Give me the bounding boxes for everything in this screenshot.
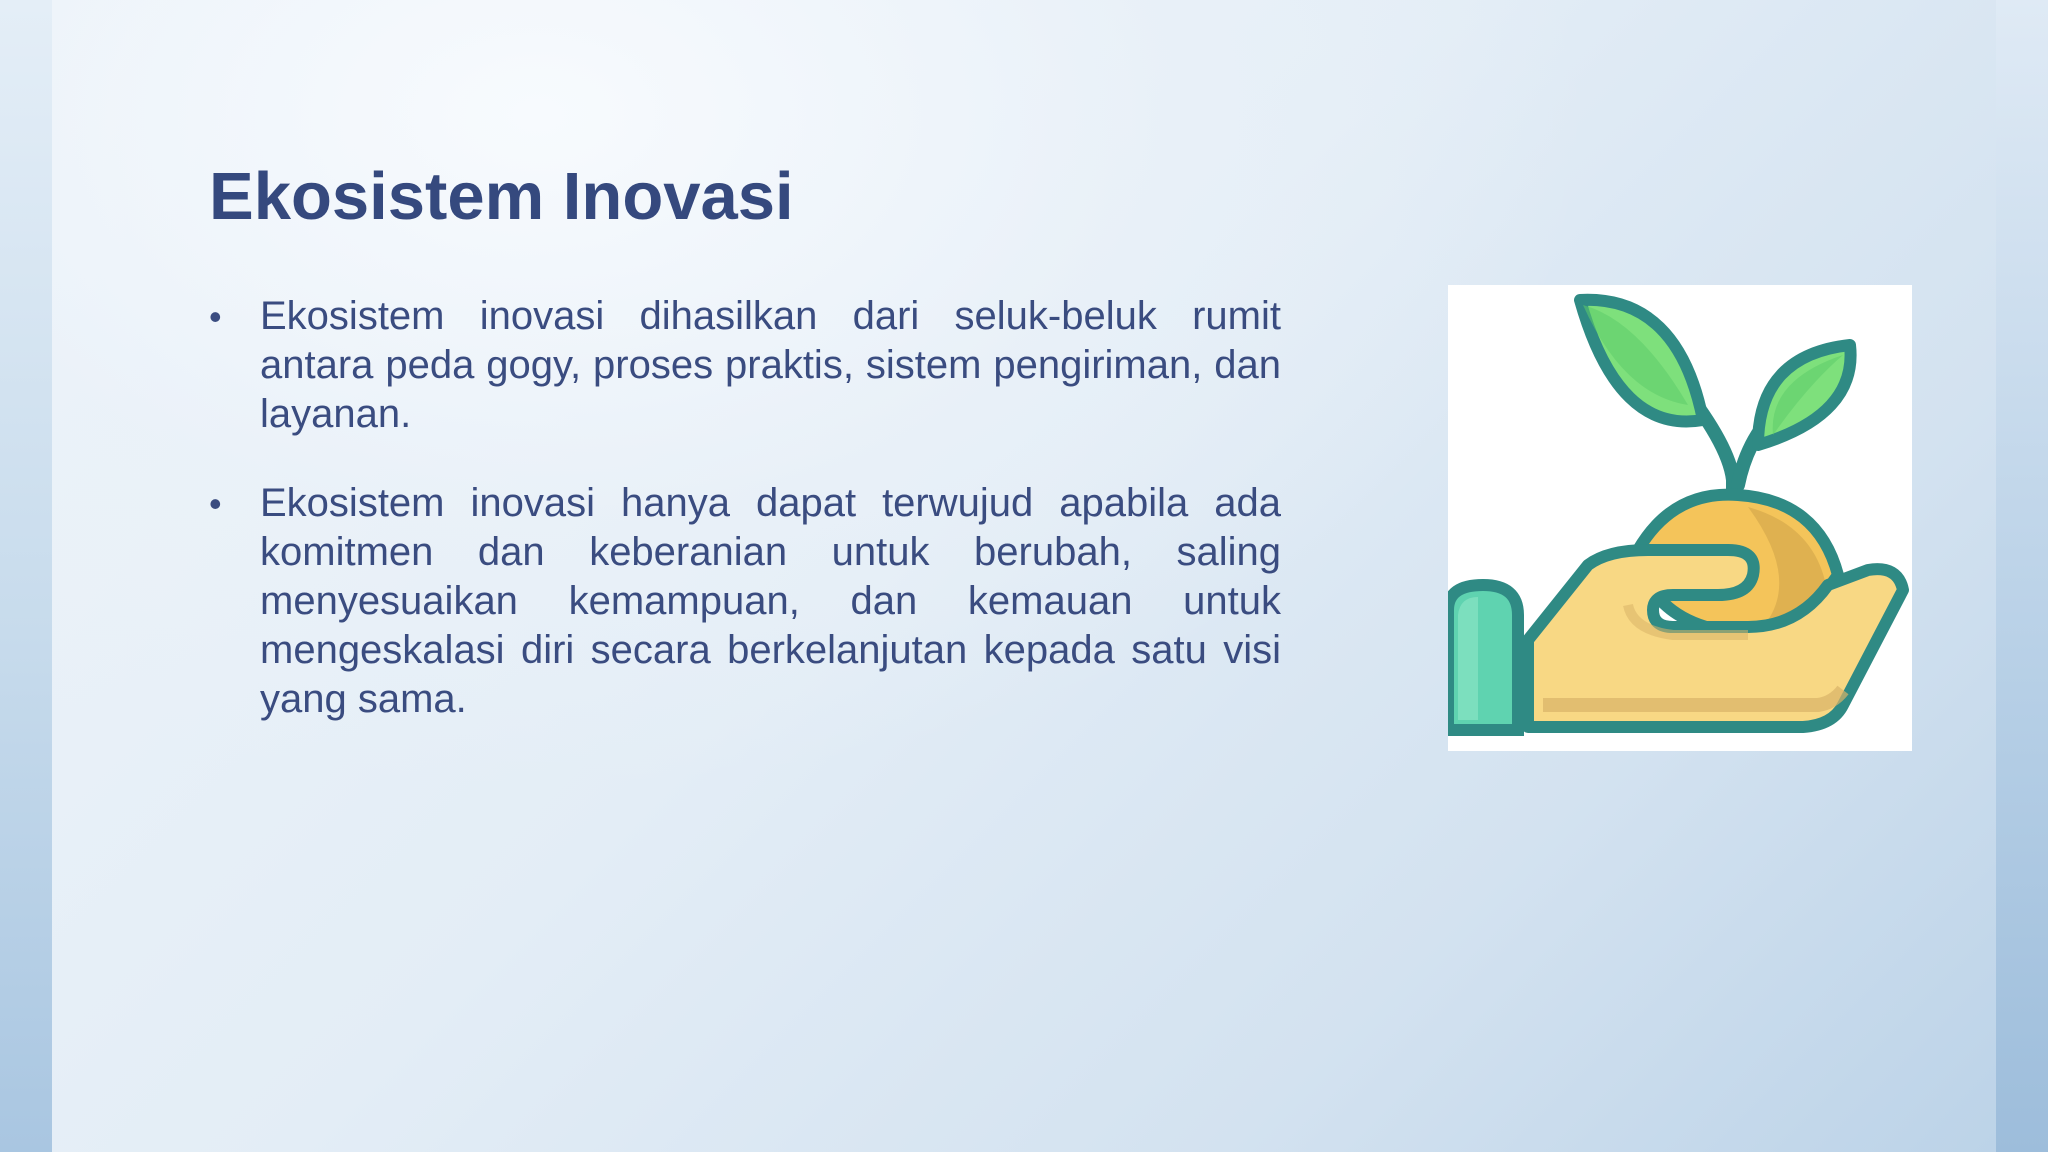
right-edge-band [1996, 0, 2048, 1152]
bullet-item [209, 292, 1281, 439]
bullet-marker: • [209, 296, 222, 337]
bullet-list [209, 292, 1281, 764]
bullet-text: Ekosistem inovasi dihasilkan dari seluk-beluk rumit antara peda gogy, proses praktis, sistem pengiriman, dan layanan. [260, 294, 1281, 436]
hand-holding-plant-icon [1448, 285, 1912, 751]
left-edge-band [0, 0, 52, 1152]
bullet-item [209, 479, 1281, 724]
slide [52, 0, 1996, 1152]
bullet-marker: • [209, 483, 222, 524]
slide-title: Ekosistem Inovasi [209, 159, 794, 234]
bullet-text: Ekosistem inovasi hanya dapat terwujud apabila ada komitmen dan keberanian untuk berubah, saling menyesuaikan kemampuan, dan kemauan untuk mengeskalasi diri secara berkelanjutan kepada satu visi yang sama. [260, 481, 1281, 721]
